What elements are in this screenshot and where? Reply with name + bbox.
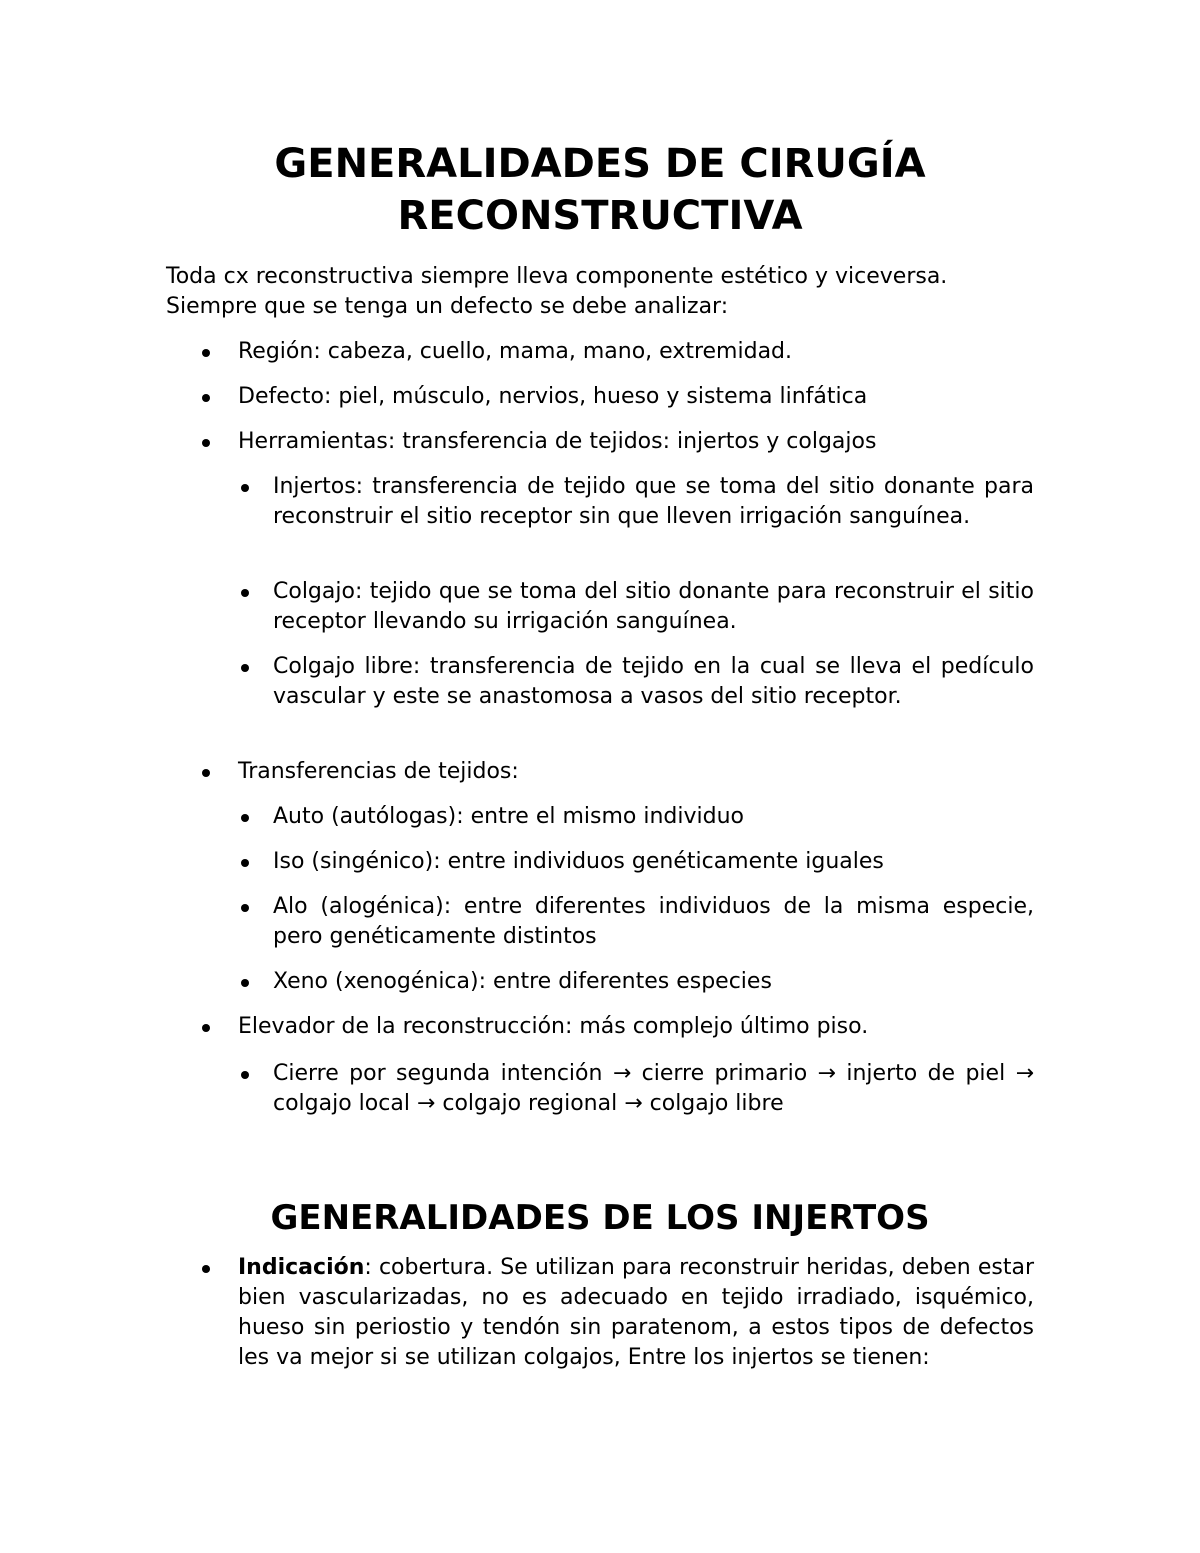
list-item-auto: Auto (autólogas): entre el mismo individuo bbox=[273, 802, 1034, 832]
list-item-colgajo: Colgajo: tejido que se toma del sitio donante para reconstruir el sitio receptor llevando su irrigación sanguínea. bbox=[273, 577, 1034, 637]
indicacion-text: : cobertura. Se utilizan para reconstruir heridas, deben estar bien vascularizadas, no es adecuado en tejido irradiado, isquémico, hueso sin periostio y tendón sin paratenom, a estos tipos de defectos les va mejor si se utilizan colgajos, Entre los injertos se tienen: bbox=[238, 1255, 1034, 1370]
bullet-icon bbox=[241, 589, 249, 597]
list-item-cierre: Cierre por segunda intención → cierre primario → injerto de piel → colgajo local → colgajo regional → colgajo libre bbox=[273, 1059, 1034, 1119]
bullet-icon bbox=[202, 1265, 210, 1273]
intro-paragraph bbox=[166, 262, 1034, 322]
list-item-region: Región: cabeza, cuello, mama, mano, extremidad. bbox=[238, 337, 1034, 367]
bullet-icon bbox=[202, 769, 210, 777]
bullet-icon bbox=[241, 904, 249, 912]
list-item-colgajo-libre: Colgajo libre: transferencia de tejido en la cual se lleva el pedículo vascular y este se anastomosa a vasos del sitio receptor. bbox=[273, 652, 1034, 712]
bullet-icon bbox=[202, 1024, 210, 1032]
indicacion-label: Indicación bbox=[238, 1255, 365, 1280]
bullet-icon bbox=[202, 394, 210, 402]
list-item-alo: Alo (alogénica): entre diferentes individuos de la misma especie, pero genéticamente distintos bbox=[273, 892, 1034, 952]
bullet-icon bbox=[241, 979, 249, 987]
bullet-icon bbox=[241, 1071, 249, 1079]
title-line-2: RECONSTRUCTIVA bbox=[397, 193, 803, 239]
list-item-defecto: Defecto: piel, músculo, nervios, hueso y sistema linfática bbox=[238, 382, 1034, 412]
bullet-icon bbox=[241, 814, 249, 822]
bullet-icon bbox=[202, 439, 210, 447]
list-item-indicacion bbox=[238, 1253, 1034, 1373]
bullet-icon bbox=[241, 664, 249, 672]
section-title-injertos: GENERALIDADES DE LOS INJERTOS bbox=[270, 1198, 930, 1238]
list-item-injertos: Injertos: transferencia de tejido que se toma del sitio donante para reconstruir el sitio receptor sin que lleven irrigación sanguínea. bbox=[273, 472, 1034, 532]
list-item-elevador: Elevador de la reconstrucción: más complejo último piso. bbox=[238, 1012, 1034, 1042]
bullet-icon bbox=[202, 349, 210, 357]
bullet-icon bbox=[241, 859, 249, 867]
intro-line-1: Toda cx reconstructiva siempre lleva componente estético y viceversa. bbox=[166, 264, 948, 289]
bullet-icon bbox=[241, 484, 249, 492]
page-title bbox=[166, 138, 1034, 242]
list-item-xeno: Xeno (xenogénica): entre diferentes especies bbox=[273, 967, 1034, 997]
list-item-iso: Iso (singénico): entre individuos genéticamente iguales bbox=[273, 847, 1034, 877]
list-item-herramientas: Herramientas: transferencia de tejidos: injertos y colgajos bbox=[238, 427, 1034, 457]
list-item-transferencias: Transferencias de tejidos: bbox=[238, 757, 1034, 787]
intro-line-2: Siempre que se tenga un defecto se debe analizar: bbox=[166, 294, 729, 319]
title-line-1: GENERALIDADES DE CIRUGÍA bbox=[274, 141, 926, 187]
